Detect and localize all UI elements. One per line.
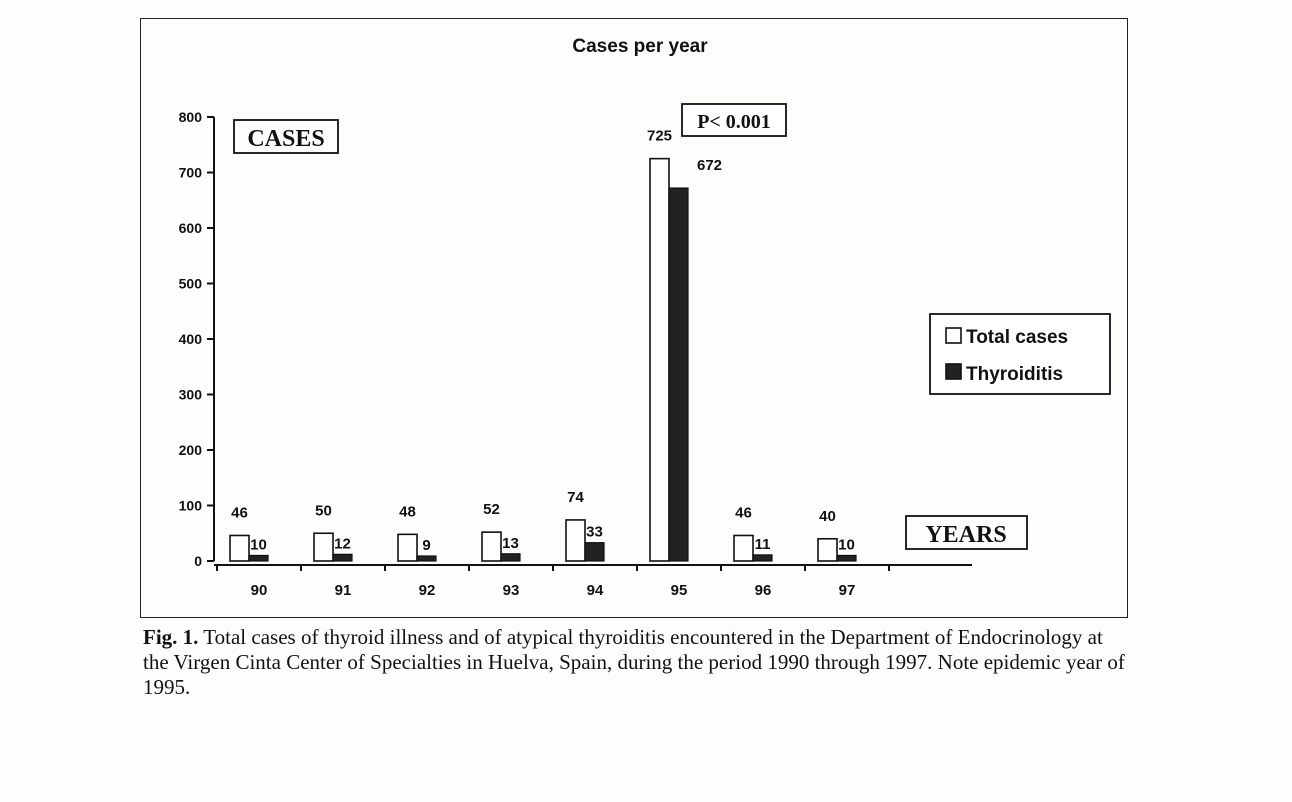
data-label-thyroiditis: 10 [838,536,855,554]
bar-thyroiditis [837,555,856,561]
data-label-total-cases: 48 [399,503,416,521]
y-tick-label: 0 [194,553,202,569]
x-tick-label: 93 [502,582,520,599]
bar-total-cases [398,534,417,561]
y-tick-label: 500 [178,275,202,292]
bar-total-cases [734,535,753,561]
x-axis-label: YEARS [925,522,1007,548]
legend-label-thyroiditis: Thyroiditis [966,364,1064,385]
data-label-total-cases: 40 [819,507,836,525]
data-label-thyroiditis: 672 [697,157,723,175]
x-tick-label: 95 [670,582,688,599]
data-label-total-cases: 725 [646,127,673,145]
data-label-thyroiditis: 11 [754,535,771,553]
data-label-thyroiditis: 13 [502,534,519,552]
bar-total-cases [650,159,669,561]
bar-total-cases [818,539,837,561]
y-axis-label-box [234,120,338,153]
bars [230,159,856,561]
legend [930,314,1110,394]
x-tick-label: 96 [754,582,772,599]
data-label-thyroiditis: 12 [334,535,351,553]
y-axis-label: CASES [247,126,325,152]
x-tick-label: 90 [250,582,268,599]
bar-thyroiditis [669,188,688,561]
legend-swatch-thyroiditis [946,364,961,379]
x-tick-label: 92 [418,582,436,599]
y-tick-label: 200 [178,442,202,458]
legend-label-total: Total cases [966,327,1069,348]
bar-thyroiditis [585,543,604,561]
bar-thyroiditis [753,555,772,561]
data-label-total-cases: 46 [231,504,248,522]
chart-title: Cases per year [572,36,708,57]
data-label-total-cases: 52 [483,501,500,519]
x-tick-label: 94 [586,582,604,599]
caption-text: Total cases of thyroid illness and of atypical thyroiditis encountered in the Department of Endocrinology at the Virgen Cinta Center of Specialties in Huelva, Spain, during the period 1990 through 1997. Note epidemic year of 1995. [143,625,1125,699]
legend-swatch-total [946,328,961,343]
data-label-thyroiditis: 33 [586,523,603,541]
y-tick-label: 700 [178,164,202,181]
data-label-total-cases: 74 [567,488,584,506]
y-tick-label: 400 [178,331,202,347]
bar-total-cases [314,533,333,561]
x-tick-label: 97 [838,582,856,599]
p-value-label: P< 0.001 [697,111,771,133]
bar-thyroiditis [501,554,520,561]
data-label-thyroiditis: 9 [422,537,431,555]
bar-total-cases [566,520,585,561]
bar-thyroiditis [333,554,352,561]
bar-thyroiditis [417,556,436,561]
bar-thyroiditis [249,555,268,561]
data-labels [231,128,855,554]
data-label-thyroiditis: 10 [250,536,267,554]
data-label-total-cases: 50 [315,502,332,520]
y-tick-label: 600 [178,220,202,236]
y-tick-label: 300 [178,386,202,403]
data-label-total-cases: 46 [735,504,752,522]
bar-total-cases [482,532,501,561]
x-tick-label: 91 [334,582,352,599]
caption-label: Fig. 1. [143,625,199,649]
figure-caption [143,625,1133,700]
significance-annotation [682,104,786,136]
x-axis-label-box [906,516,1027,549]
y-tick-label: 100 [178,497,202,514]
y-tick-label: 800 [178,109,202,125]
bar-total-cases [230,535,249,561]
